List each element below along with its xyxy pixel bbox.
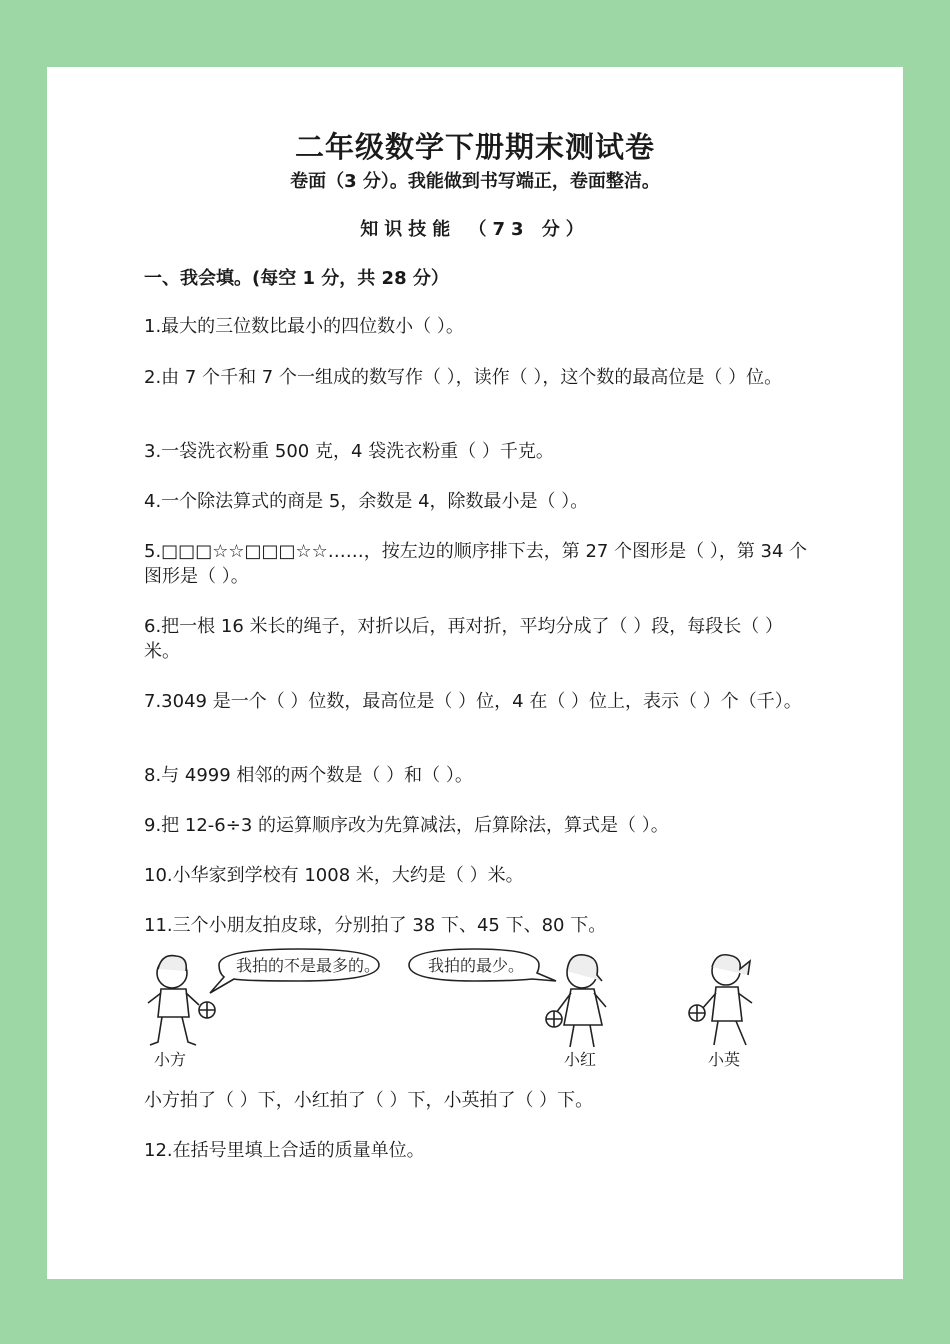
subtitle: 卷面（3 分）。我能做到书写端正，卷面整洁。 [290,171,660,192]
bubble-1-text: 我拍的不是最多的。 [236,956,381,975]
question-3: 3.一袋洗衣粉重 500 克，4 袋洗衣粉重（ ）千克。 [144,441,554,462]
question-11-answer: 小方拍了（ ）下，小红拍了（ ）下，小英拍了（ ）下。 [144,1090,594,1111]
section-heading: 知识技能 （73 分） [360,219,590,240]
kid-name-1: 小方 [154,1050,187,1069]
question-11: 11.三个小朋友拍皮球，分别拍了 38 下、45 下、80 下。 [144,915,607,936]
part-heading: 一、我会填。(每空 1 分，共 28 分） [144,268,449,289]
question-8: 8.与 4999 相邻的两个数是（ ）和（ ）。 [144,765,473,786]
kids-bouncing-balls-illustration [144,947,824,1077]
girl-figure-icon [702,955,752,1045]
question-7: 7.3049 是一个（ ）位数，最高位是（ ）位，4 在（ ）位上，表示（ ）个（千）。 [144,691,802,712]
question-5: 5.□□□☆☆□□□☆☆……，按左边的顺序排下去，第 27 个图形是（ ），第 34 个图形是（ ）。 [144,541,808,587]
question-6: 6.把一根 16 米长的绳子，对折以后，再对折，平均分成了（ ）段，每段长（ ）米。 [144,616,783,662]
question-12: 12.在括号里填上合适的质量单位。 [144,1140,425,1161]
kid-name-2: 小红 [564,1050,597,1069]
question-4: 4.一个除法算式的商是 5，余数是 4，除数最小是（ ）。 [144,491,589,512]
kid-name-3: 小英 [708,1050,741,1069]
question-10: 10.小华家到学校有 1008 米，大约是（ ）米。 [144,865,524,886]
page-title: 二年级数学下册期末测试卷 [294,130,655,164]
exam-sheet [47,67,903,1279]
girl-figure-icon [556,955,606,1047]
question-2: 2.由 7 个千和 7 个一组成的数写作（ ），读作（ ），这个数的最高位是（ ）位。 [144,367,783,388]
question-1: 1.最大的三位数比最小的四位数小（ ）。 [144,316,464,337]
question-9: 9.把 12-6÷3 的运算顺序改为先算减法，后算除法，算式是（ ）。 [144,815,669,836]
bubble-2-text: 我拍的最少。 [428,956,525,975]
boy-figure-icon [148,956,199,1045]
